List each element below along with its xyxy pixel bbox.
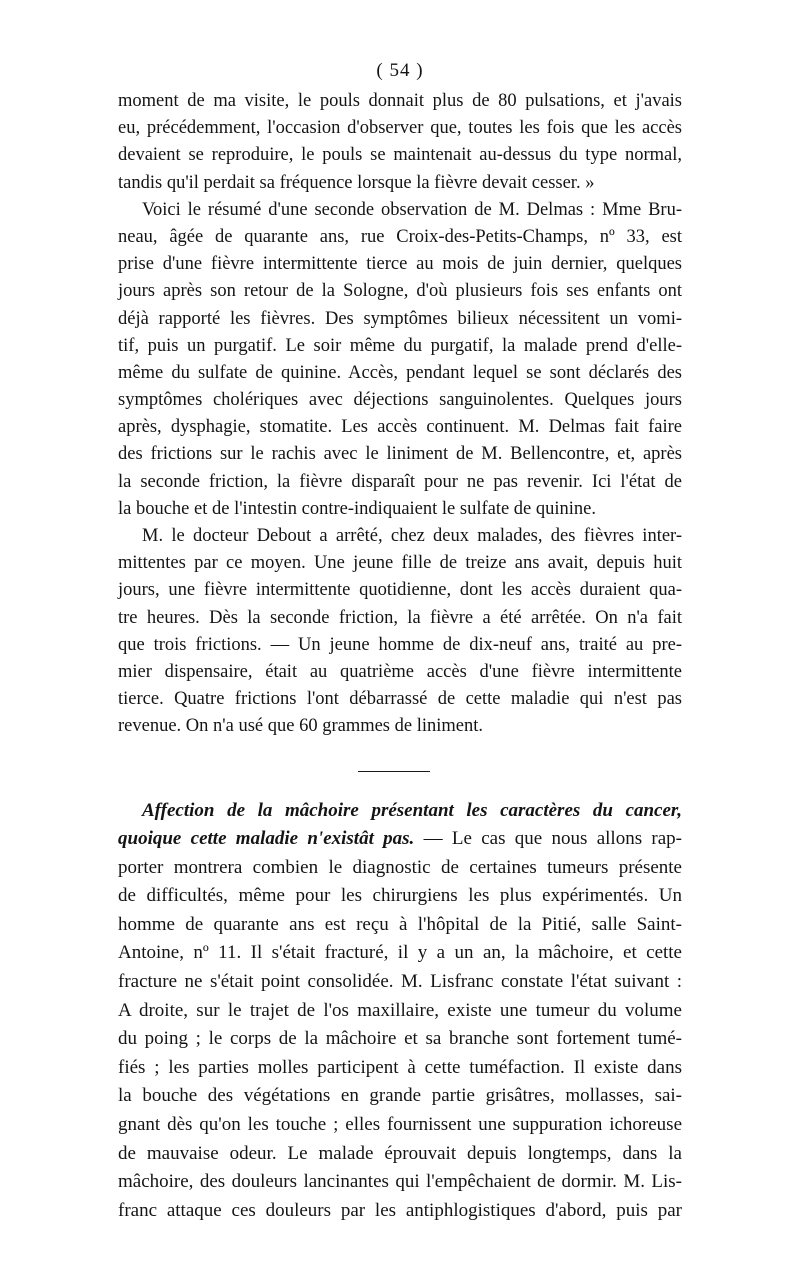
text-line: revenue. On n'a usé que 60 grammes de liniment. [118, 716, 484, 737]
page-number: ( 54 ) [376, 60, 424, 81]
paragraph-pulse-observation [118, 88, 682, 197]
text-line: franc attaque ces douleurs par les antiphlogistiques d'abord, puis par [118, 1199, 682, 1221]
text-line: homme de quarante ans est reçu à l'hôpital de la Pitié, salle Saint- [118, 913, 682, 935]
text-line: mittentes par ce moyen. Une jeune fille de treize ans avait, depuis huit [118, 553, 682, 574]
text-line: devaient se reproduire, le pouls se maintenait au-dessus du type normal, [118, 145, 682, 166]
text-line: déjà rapporté les fièvres. Des symptômes bilieux nécessitent un vomi- [118, 308, 682, 329]
text-line: moment de ma visite, le pouls donnait plus de 80 pulsations, et j'avais [118, 91, 682, 111]
text-fragment: — Le cas que nous allons rap- [414, 828, 682, 850]
text-line: fracture ne s'était point consolidée. M. Lisfranc constate l'état suivant : [118, 971, 682, 993]
text-line: que trois frictions. — Un jeune homme de dix-neuf ans, traité au pre- [118, 634, 682, 655]
text-line: porter montrera combien le diagnostic de certaines tumeurs présente [118, 856, 682, 878]
text-line [118, 825, 682, 854]
text-line: A droite, sur le trajet de l'os maxillaire, existe une tumeur du volume [118, 999, 682, 1021]
separator-rule [358, 771, 430, 772]
paragraph-debout-observation [118, 523, 682, 741]
text-line: tandis qu'il perdait sa fréquence lorsque la fièvre devait cesser. » [118, 172, 595, 193]
text-line: Antoine, nº 11. Il s'était fracturé, il y a un an, la mâchoire, et cette [118, 942, 682, 964]
text-line: tierce. Quatre frictions l'ont débarrassé de cette maladie qui n'est pas [118, 689, 682, 710]
text-line: la bouche des végétations en grande partie grisâtres, mollasses, sai- [118, 1085, 682, 1107]
text-line: de mauvaise odeur. Le malade éprouvait depuis longtemps, dans la [118, 1142, 682, 1164]
section-jaw-affection [118, 797, 682, 1226]
section-separator [118, 741, 682, 797]
section-title-continued: quoique cette maladie n'existât pas. [118, 828, 415, 850]
text-line: Voici le résumé d'une seconde observation de M. Delmas : Mme Bru- [142, 199, 682, 220]
text-line: du poing ; le corps de la mâchoire et sa branche sont fortement tumé- [118, 1028, 682, 1050]
text-line: jours après son retour de la Sologne, d'où plusieurs fois ses enfants ont [118, 281, 682, 302]
text-line: M. le docteur Debout a arrêté, chez deux malades, des fièvres inter- [142, 526, 682, 546]
text-line: après, dysphagie, stomatite. Les accès continuent. M. Delmas fait faire [118, 417, 682, 438]
text-line: la bouche et de l'intestin contre-indiquaient le sulfate de quinine. [118, 498, 597, 519]
section-title: Affection de la mâchoire présentant les caractères du cancer, [142, 799, 682, 821]
text-line: eu, précédemment, l'occasion d'observer que, toutes les fois que les accès [118, 118, 682, 139]
text-line: prise d'une fièvre intermittente tierce au mois de juin dernier, quelques [118, 254, 682, 275]
text-line: de difficultés, même pour les chirurgiens les plus expérimentés. Un [118, 885, 682, 907]
text-line: la seconde friction, la fièvre disparaît pour ne pas revenir. Ici l'état de [118, 471, 682, 492]
text-line: jours, une fièvre intermittente quotidienne, dont les accès duraient qua- [118, 580, 682, 601]
text-line: tif, puis un purgatif. Le soir même du purgatif, la malade prend d'elle- [118, 335, 682, 356]
text-line: fiés ; les parties molles participent à cette tuméfaction. Il existe dans [118, 1056, 682, 1078]
book-page [118, 58, 682, 1225]
text-line: gnant dès qu'on les touche ; elles fournissent une suppuration ichoreuse [118, 1114, 682, 1136]
text-line: tre heures. Dès la seconde friction, la fièvre a été arrêtée. On n'a fait [118, 607, 682, 628]
text-line: mâchoire, des douleurs lancinantes qui l'empêchaient de dormir. M. Lis- [118, 1171, 682, 1193]
text-line: neau, âgée de quarante ans, rue Croix-des-Petits-Champs, nº 33, est [118, 226, 682, 247]
text-line: même du sulfate de quinine. Accès, pendant lequel se sont déclarés des [118, 362, 682, 383]
text-line: mier dispensaire, était au quatrième accès d'une fièvre intermittente [118, 661, 682, 682]
paragraph-delmas-observation [118, 197, 682, 523]
text-line: des frictions sur le rachis avec le liniment de M. Bellencontre, et, après [118, 444, 682, 465]
text-line: symptômes cholériques avec déjections sanguinolentes. Quelques jours [118, 390, 682, 411]
